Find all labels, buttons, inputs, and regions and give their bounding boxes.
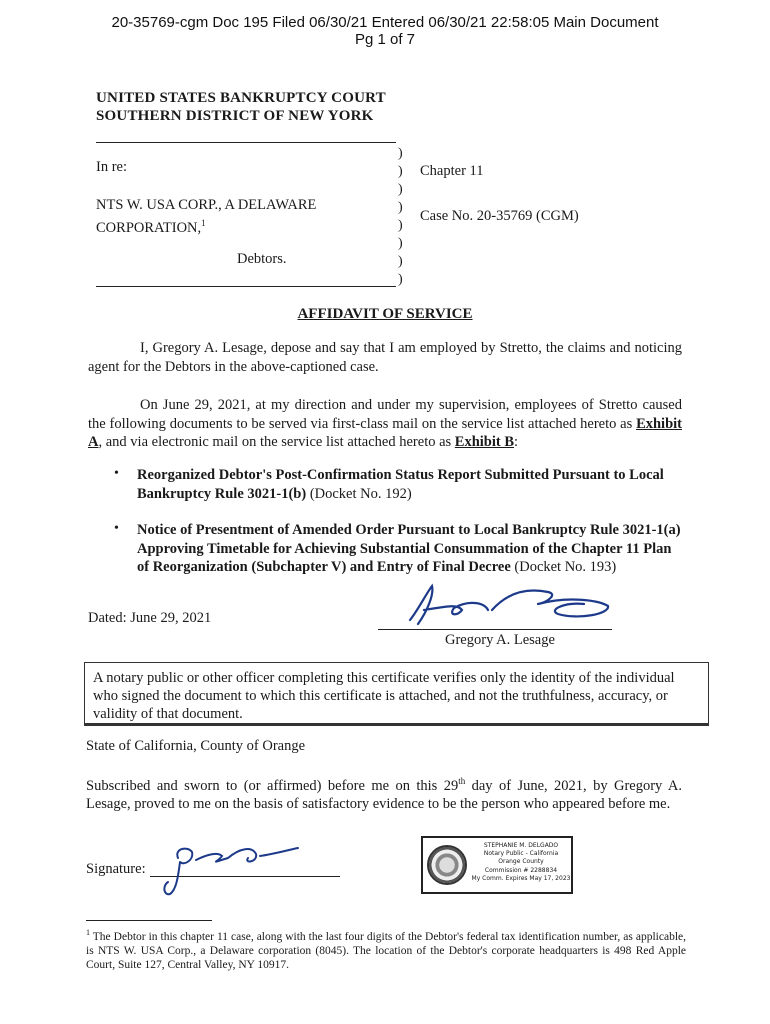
bullet-dot: • — [114, 521, 119, 536]
court-name-line2: SOUTHERN DISTRICT OF NEW YORK — [96, 108, 374, 124]
debtor-name-line2: CORPORATION,$^1$ — [96, 218, 206, 236]
jurat-paragraph: Subscribed and sworn to (or affirmed) before me on this 29th day of June, 2021, by Gregory A. Lesage, proved to me on the basis of satisfactory evidence to be the person who appeared before me. — [86, 776, 682, 813]
paragraph-employment: I, Gregory A. Lesage, depose and say that I am employed by Stretto, the claims and noticing agent for the Debtors in the above-captioned case. — [88, 340, 682, 375]
signature-lesage — [388, 580, 628, 632]
dated-line: Dated: June 29, 2021 — [88, 610, 212, 626]
footnote-rule — [86, 920, 212, 921]
court-name — [96, 89, 386, 125]
bullet-item-notice-presentment: Notice of Presentment of Amended Order Pursuant to Local Bankruptcy Rule 3021-1(a) Approving Timetable for Achieving Substantial Consummation of the Chapter 11 Plan of Reorganization (Subchapter V) and Entry of Final Decree (Docket No. 193) — [137, 522, 681, 575]
notary-notice-box: A notary public or other officer completing this certificate verifies only the identity of the individual who signed the document to which this certificate is attached, and not the truthfulness, accuracy, or validity of that document. — [84, 662, 709, 726]
footnote: $^1$ The Debtor in this chapter 11 case, along with the last four digits of the Debtor's federal tax identification number, as applicable, is NTS W. USA Corp., a Delaware corporation (8045). The location of the Debtor's corporate headquarters is 498 Red Apple Court, Suite 127, Central Valley, NY 10917. — [86, 928, 686, 971]
debtor-name-line1: NTS W. USA CORP., A DELAWARE — [96, 197, 317, 213]
filing-header-line1: 20-35769-cgm Doc 195 Filed 06/30/21 Entered 06/30/21 22:58:05 Main Document — [111, 14, 659, 31]
paragraph-service: On June 29, 2021, at my direction and under my supervision, employees of Stretto caused the following documents to be served via first-class mail on the service list attached hereto as Exhibit A, and via electronic mail on the service list attached hereto as Exhibit B: — [88, 397, 682, 450]
filing-header-page: Pg 1 of 7 — [354, 31, 416, 48]
signature-rule — [378, 629, 612, 630]
bullet-dot: • — [114, 466, 119, 481]
caption-case-number: Case No. 20-35769 (CGM) — [420, 208, 579, 224]
state-seal-icon — [427, 845, 467, 885]
signer-name: Gregory A. Lesage — [445, 632, 555, 648]
caption-top-rule — [96, 142, 396, 143]
caption-debtor-name — [96, 196, 316, 237]
exhibit-b-ref: Exhibit B — [454, 434, 515, 450]
caption-chapter: Chapter 11 — [420, 163, 484, 179]
notary-stamp — [421, 836, 573, 894]
signature-label: Signature: — [86, 861, 146, 877]
signature-notary — [148, 838, 318, 898]
court-name-line1: UNITED STATES BANKRUPTCY COURT — [96, 90, 386, 106]
document-title: AFFIDAVIT OF SERVICE — [297, 306, 473, 322]
caption-debtors-label: Debtors. — [237, 251, 287, 267]
caption-bottom-rule — [96, 286, 396, 287]
venue-line: State of California, County of Orange — [86, 738, 306, 754]
notary-stamp-text: STEPHANIE M. DELGADO Notary Public - California Orange County Commission # 2288834 My Comm. Expires May 17, 2023 — [471, 842, 571, 882]
caption-paren-column: ) ) ) ) ) ) ) ) — [398, 146, 403, 287]
caption-in-re: In re: — [96, 159, 127, 175]
debtor-footnote-mark: 1 — [201, 218, 206, 228]
exhibit-a-ref: Exhibit A — [88, 415, 682, 450]
bullet-item-status-report: Reorganized Debtor's Post-Confirmation Status Report Submitted Pursuant to Local Bankruptcy Rule 3021-1(b) (Docket No. 192) — [137, 467, 664, 502]
